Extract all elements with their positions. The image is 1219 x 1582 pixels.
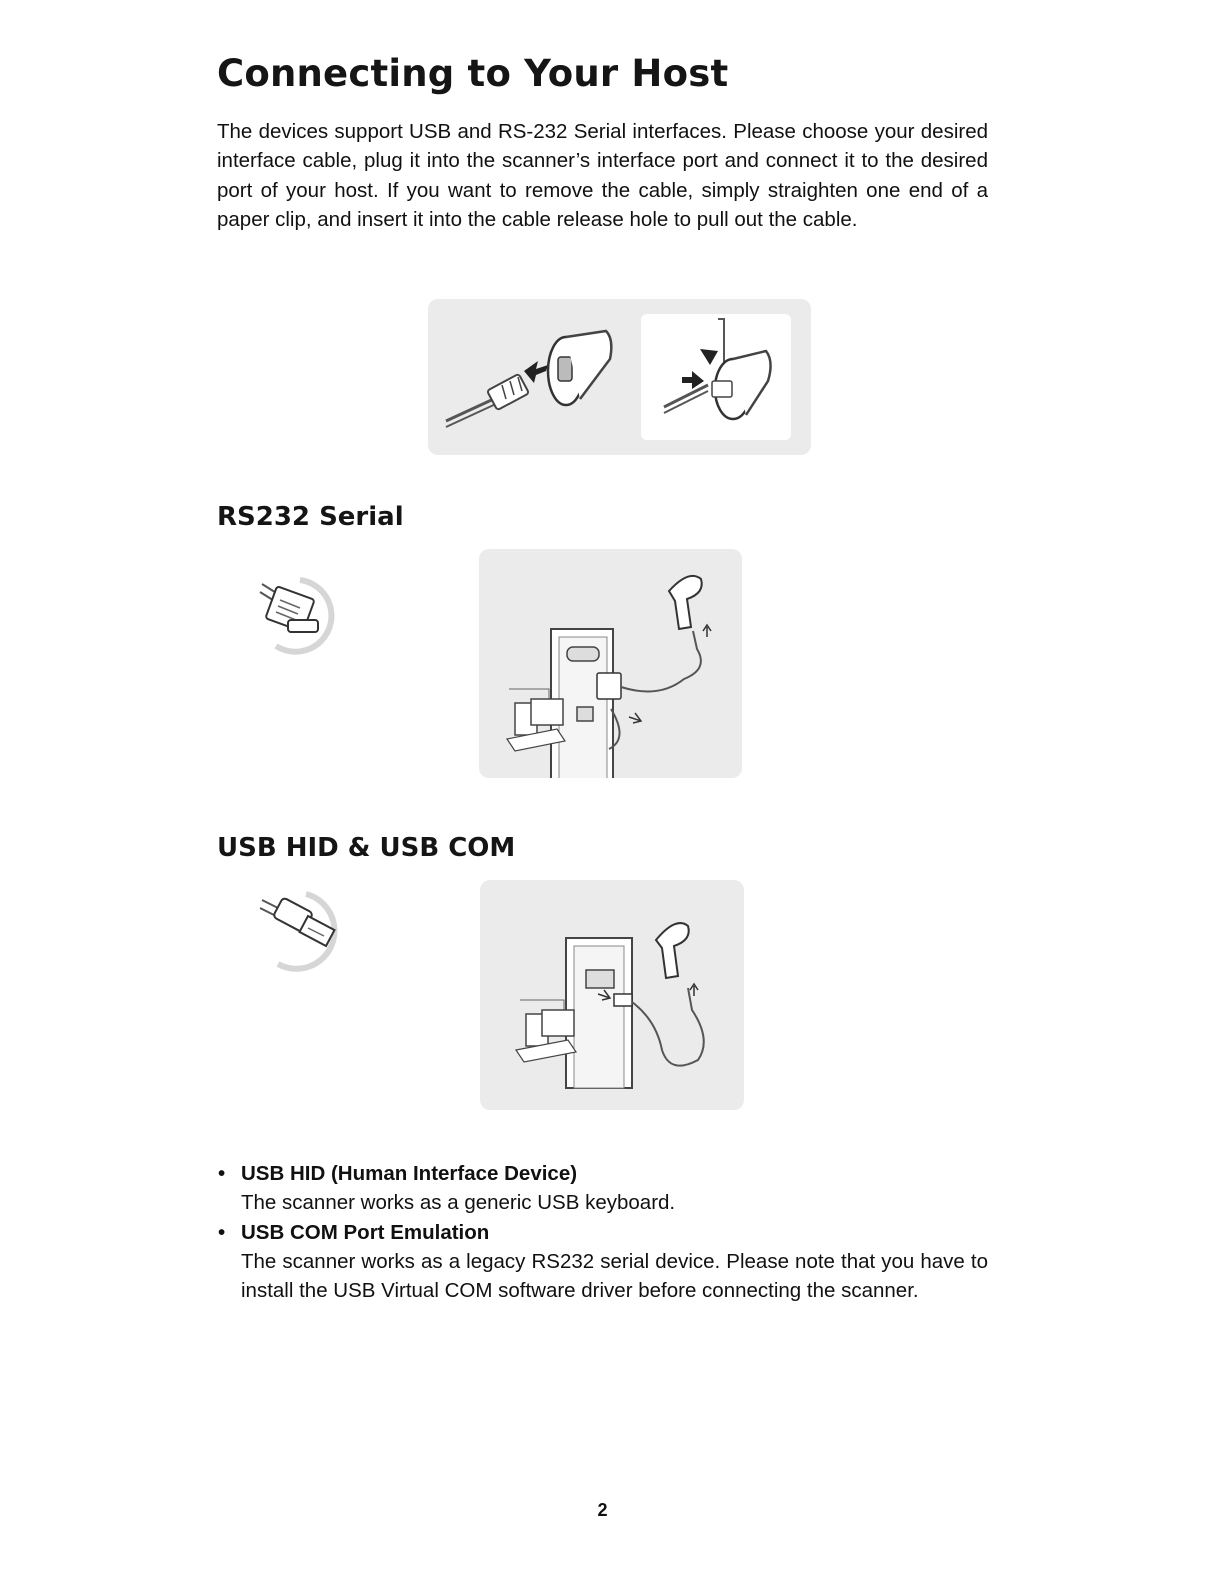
rs232-connection-figure [479, 549, 742, 778]
interface-bullet-list [217, 1159, 988, 1305]
bullet-icon: • [218, 1220, 226, 1244]
usb-connection-figure [480, 880, 744, 1110]
bullet-text: The scanner works as a legacy RS232 serial device. Please note that you have to install the USB Virtual COM software driver before connecting the scanner. [241, 1249, 988, 1303]
cable-connect-figure [428, 299, 811, 455]
list-item [217, 1159, 988, 1218]
bullet-text: The scanner works as a generic USB keyboard. [241, 1191, 676, 1215]
rs232-heading: RS232 Serial [217, 502, 404, 532]
list-item [217, 1218, 988, 1306]
db9-connector-icon [256, 574, 348, 660]
usb-connection-illustration [480, 880, 744, 1110]
rs232-connection-illustration [479, 549, 742, 778]
usb-heading: USB HID & USB COM [217, 833, 516, 863]
page-number: 2 [597, 1500, 608, 1520]
intro-paragraph: The devices support USB and RS-232 Serial interfaces. Please choose your desired interface cable, plug it into the scanner’s interface port and connect it to the desired port of your host. If you want to remove the cable, simply straighten one end of a paper clip, and insert it into the cable release hole to pull out the cable. [217, 120, 988, 231]
page-title: Connecting to Your Host [217, 52, 729, 95]
cable-insert-illustration [428, 299, 811, 455]
bullet-title: USB HID (Human Interface Device) [241, 1162, 578, 1185]
usb-connector-icon [258, 888, 356, 978]
bullet-icon: • [218, 1162, 226, 1185]
bullet-title: USB COM Port Emulation [241, 1220, 490, 1244]
